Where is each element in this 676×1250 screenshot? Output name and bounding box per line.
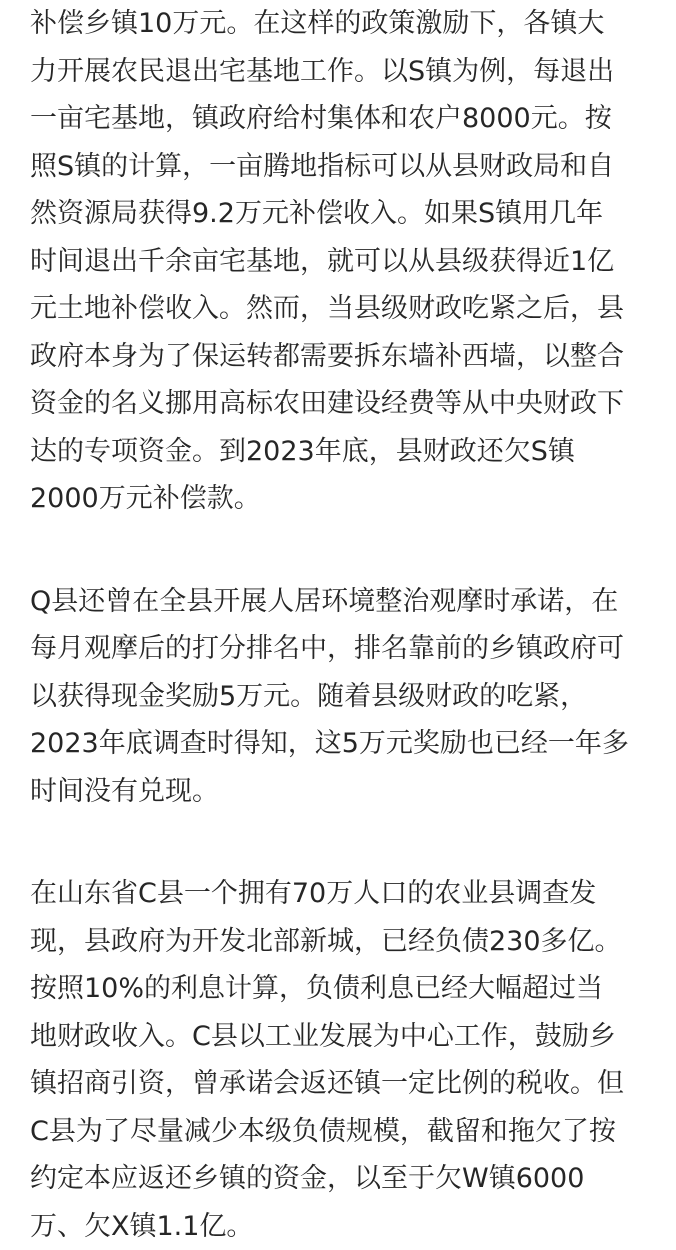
text-line: 时间退出千余亩宅基地，就可以从县级获得近1亿	[30, 238, 650, 286]
text-line: 以获得现金奖励5万元。随着县级财政的吃紧，	[30, 673, 650, 721]
text-line: 每月观摩后的打分排名中，排名靠前的乡镇政府可	[30, 625, 650, 673]
text-line: 镇招商引资，曾承诺会返还镇一定比例的税收。但	[30, 1060, 650, 1108]
paragraph-c-county	[30, 870, 650, 1250]
text-line: 力开展农民退出宅基地工作。以S镇为例，每退出	[30, 48, 650, 96]
text-line: 约定本应返还乡镇的资金，以至于欠W镇6000	[30, 1155, 650, 1203]
text-line: 按照10%的利息计算，负债利息已经大幅超过当	[30, 965, 650, 1013]
paragraph-spacer	[30, 523, 650, 578]
text-line: 达的专项资金。到2023年底，县财政还欠S镇	[30, 428, 650, 476]
paragraph-spacer	[30, 815, 650, 870]
text-line: 地财政收入。C县以工业发展为中心工作，鼓励乡	[30, 1013, 650, 1061]
paragraph-s-town	[30, 0, 650, 523]
text-line: 现，县政府为开发北部新城，已经负债230多亿。	[30, 918, 650, 966]
text-line: 资金的名义挪用高标农田建设经费等从中央财政下	[30, 380, 650, 428]
text-line: 2023年底调查时得知，这5万元奖励也已经一年多	[30, 720, 650, 768]
paragraph-q-county	[30, 578, 650, 816]
text-line: 然资源局获得9.2万元补偿收入。如果S镇用几年	[30, 190, 650, 238]
text-line: 时间没有兑现。	[30, 768, 650, 816]
text-line: 补偿乡镇10万元。在这样的政策激励下，各镇大	[30, 0, 650, 48]
text-line: 万、欠X镇1.1亿。	[30, 1203, 650, 1250]
article-body	[30, 0, 650, 1250]
text-line: C县为了尽量减少本级负债规模，截留和拖欠了按	[30, 1108, 650, 1156]
text-line: 2000万元补偿款。	[30, 475, 650, 523]
text-line: 政府本身为了保运转都需要拆东墙补西墙，以整合	[30, 333, 650, 381]
text-line: Q县还曾在全县开展人居环境整治观摩时承诺，在	[30, 578, 650, 626]
text-line: 一亩宅基地，镇政府给村集体和农户8000元。按	[30, 95, 650, 143]
text-line: 元土地补偿收入。然而，当县级财政吃紧之后，县	[30, 285, 650, 333]
text-line: 照S镇的计算，一亩腾地指标可以从县财政局和自	[30, 143, 650, 191]
text-line: 在山东省C县一个拥有70万人口的农业县调查发	[30, 870, 650, 918]
